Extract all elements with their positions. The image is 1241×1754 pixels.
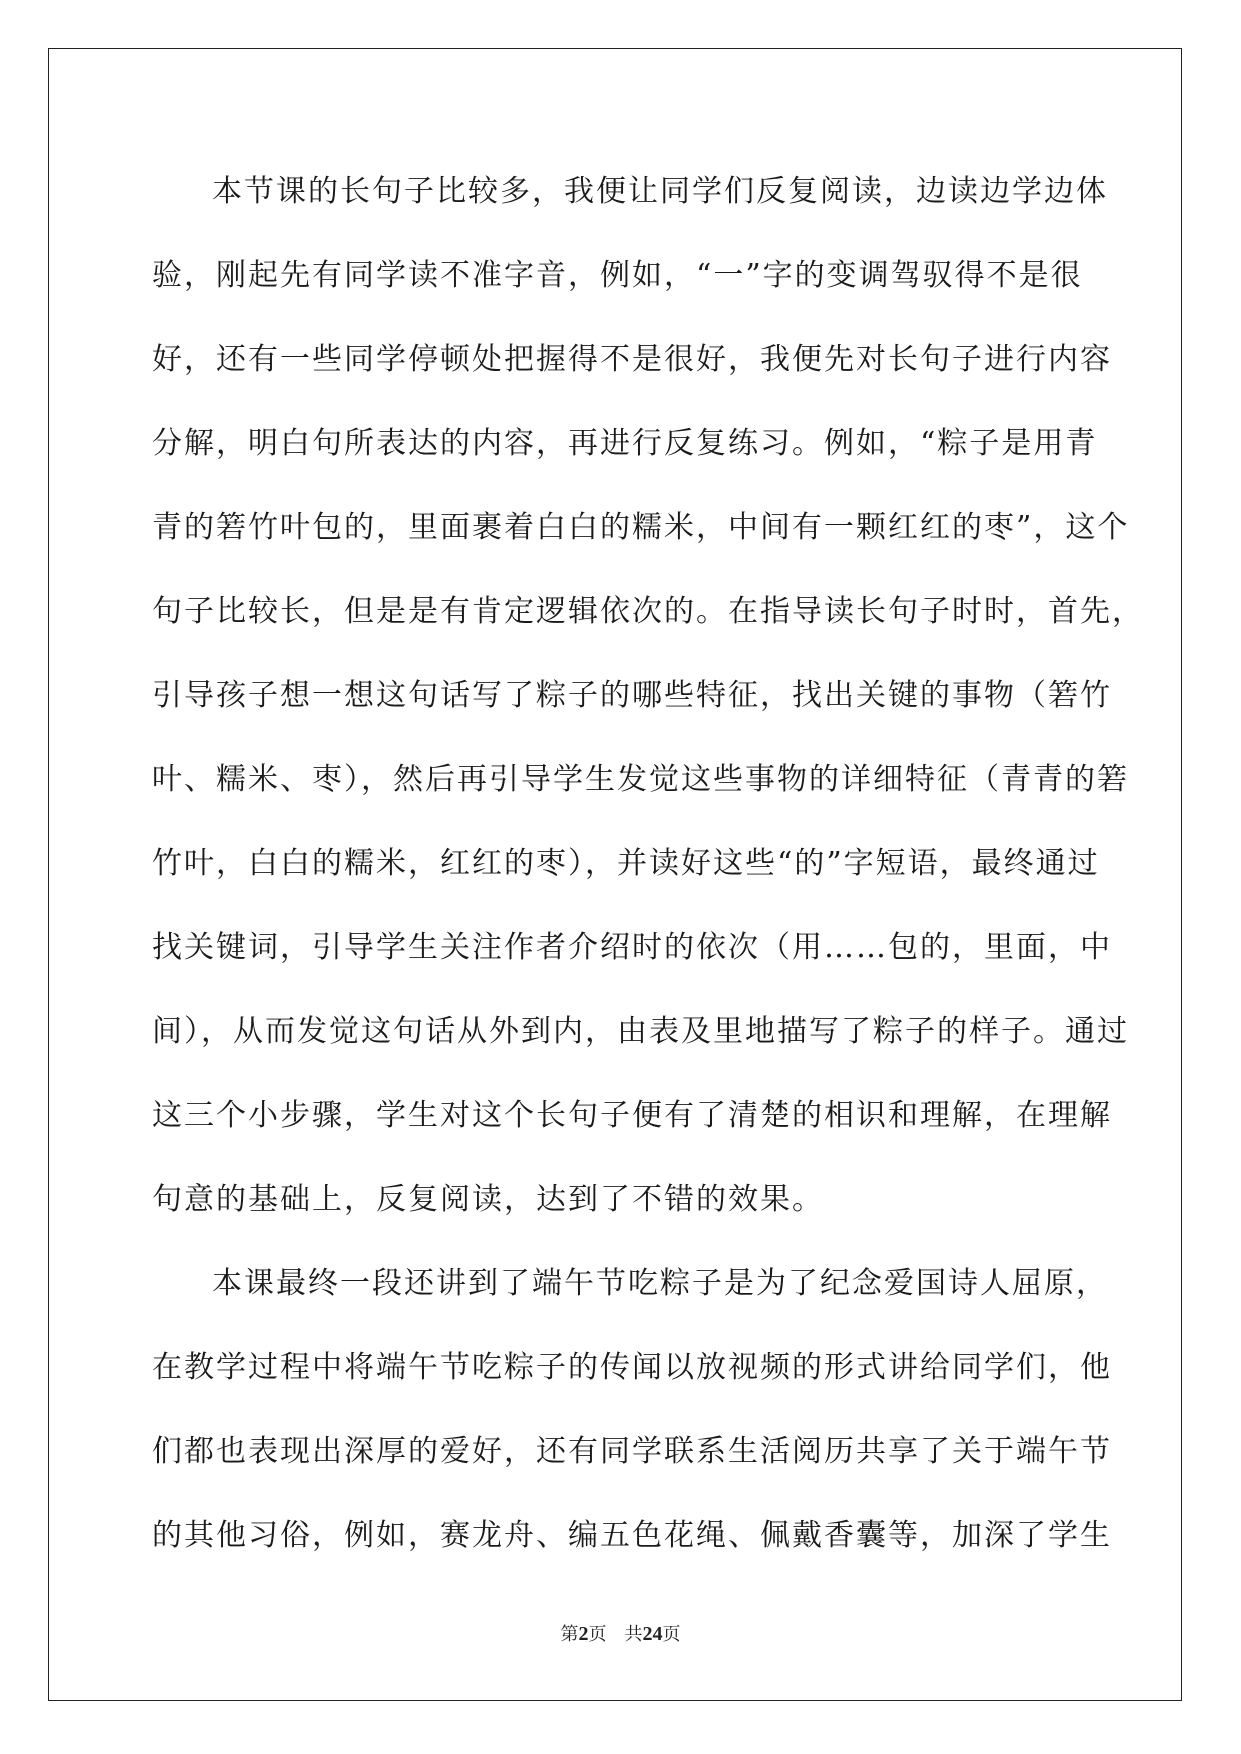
total-label-prefix: 共 — [624, 1624, 643, 1644]
total-pages: 24 — [642, 1623, 663, 1645]
total-label-suffix: 页 — [662, 1624, 681, 1644]
paragraph-1-line-10: 找关键词，引导学生关注作者介绍时的依次（用……包的，里面，中 — [152, 930, 1112, 965]
paragraph-1-line-7: 引导孩子想一想这句话写了粽子的哪些特征，找出关键的事物（箬竹 — [152, 678, 1112, 713]
paragraph-1-line-4: 分解，明白句所表达的内容，再进行反复练习。例如，“粽子是用青 — [152, 426, 1098, 461]
paragraph-1-line-1: 本节课的长句子比较多，我便让同学们反复阅读，边读边学边体 — [212, 174, 1108, 209]
paragraph-1-line-6: 句子比较长，但是是有肯定逻辑依次的。在指导读长句子时时，首先， — [152, 594, 1144, 629]
paragraph-2-line-3: 们都也表现出深厚的爱好，还有同学联系生活阅历共享了关于端午节 — [152, 1434, 1112, 1469]
paragraph-2-line-1: 本课最终一段还讲到了端午节吃粽子是为了纪念爱国诗人屈原， — [212, 1266, 1108, 1301]
paragraph-2-line-2: 在教学过程中将端午节吃粽子的传闻以放视频的形式讲给同学们，他 — [152, 1350, 1112, 1385]
paragraph-1-line-13: 句意的基础上，反复阅读，达到了不错的效果。 — [152, 1182, 824, 1217]
paragraph-1-line-3: 好，还有一些同学停顿处把握得不是很好，我便先对长句子进行内容 — [152, 342, 1112, 377]
paragraph-1-line-11: 间），从而发觉这句话从外到内，由表及里地描写了粽子的样子。通过 — [152, 1014, 1129, 1049]
document-body — [152, 150, 1144, 1578]
paragraph-1-line-12: 这三个小步骤，学生对这个长句子便有了清楚的相识和理解，在理解 — [152, 1098, 1112, 1133]
page-label-prefix: 第 — [560, 1624, 579, 1644]
paragraph-1-line-2: 验，刚起先有同学读不准字音，例如，“一”字的变调驾驭得不是很 — [152, 258, 1083, 293]
paragraph-1-line-9: 竹叶，白白的糯米，红红的枣），并读好这些“的”字短语，最终通过 — [152, 846, 1100, 881]
paragraph-1-line-5: 青的箬竹叶包的，里面裹着白白的糯米，中间有一颗红红的枣”，这个 — [152, 510, 1130, 545]
paragraph-1-line-8: 叶、糯米、枣），然后再引导学生发觉这些事物的详细特征（青青的箬 — [152, 762, 1129, 797]
paragraph-2-line-4: 的其他习俗，例如，赛龙舟、编五色花绳、佩戴香囊等，加深了学生 — [152, 1518, 1112, 1553]
page-footer — [0, 1620, 1241, 1646]
page-number: 2 — [578, 1623, 589, 1645]
page-label-suffix: 页 — [588, 1624, 607, 1644]
